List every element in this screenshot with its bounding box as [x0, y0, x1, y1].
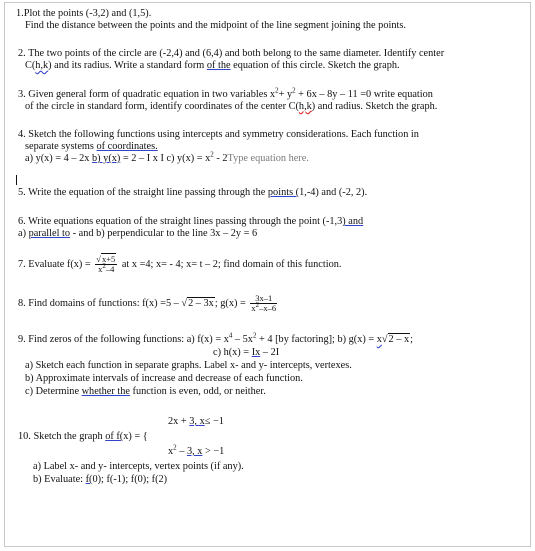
question-9-part-b: b) Approximate intervals of increase and decrease of each function. [25, 373, 303, 384]
question-5-line-1: 5. Write the equation of the straight line passing through the points (1,-4) and (-2, 2). [18, 187, 368, 198]
question-10-line-1: 10. Sketch the graph of f(x) = { [18, 431, 148, 442]
fraction-f: $\frac{√x+5}{x^2-4}$ [96, 254, 116, 274]
question-8-line-1: 8. Find domains of functions: f(x) =5 – √2 – 3x; g(x) = $\frac{3x-1}{x^2-x-6}$ [18, 293, 277, 313]
question-9-part-a: a) Sketch each function in separate graphs. Label x- and y- intercepts, vertexes. [25, 360, 352, 371]
question-10-part-b: b) Evaluate: f(0); f(-1); f(0); f(2) [33, 474, 168, 485]
question-2-line-1: 2. The two points of the circle are (-2,4) and (6,4) and both belong to the same diameter. Identify center [18, 48, 445, 59]
question-4-line-1: 4. Sketch the following functions using intercepts and symmetry considerations. Each function in [18, 129, 419, 140]
question-4-line-2: separate systems of coordinates. [25, 141, 158, 152]
question-9-line-2: c) h(x) = Ix – 2I [213, 347, 280, 358]
text-cursor [16, 175, 17, 185]
fraction-g: $\frac{3x-1}{x^2-x-6}$ [251, 293, 277, 313]
question-4-line-3: a) y(x) = 4 – 2x b) y(x) = 2 – I x I c) $y(x) = x^2$ - 2Type equation here. [25, 150, 309, 164]
question-2-line-2: C(h,k) and its radius. Write a standard form of the equation of this circle. Sketch the graph. [25, 60, 400, 71]
question-1-line-2: Find the distance between the points and the midpoint of the line segment joining the points. [25, 20, 406, 31]
question-10-case-bottom: $x^2 - 3$, x > −1 [168, 443, 225, 457]
question-3-line-1: 3. Given general form of quadratic equation in two variables $x^2+ y^2 + 6x - 8y - 11 =0$ write equation [18, 86, 433, 100]
question-6-line-1: 6. Write equations equation of the straight lines passing through the point (-1,3) and [18, 216, 364, 227]
question-10-case-top: 2x + 3, x≤ −1 [168, 416, 224, 427]
question-9-line-1: 9. Find zeros of the following functions: a) $f(x) = x^4 - 5x^2 + 4$ [by factoring]; b) g(x) = x√2 – x; [18, 331, 414, 345]
question-1-line-1: 1.Plot the points (-3,2) and (1,5). [16, 8, 152, 19]
question-10-part-a: a) Label x- and y- intercepts, vertex points (if any). [33, 461, 244, 472]
question-6-line-2: a) parallel to - and b) perpendicular to the line 3x – 2y = 6 [18, 228, 258, 239]
equation-placeholder[interactable]: Type equation here. [227, 153, 309, 164]
question-9-part-c: c) Determine whether the function is even, odd, or neither. [25, 386, 266, 397]
question-7-line-1: 7. Evaluate f(x) = $\frac{√x+5}{x^2-4}$ at x =4; x= - 4; x= t – 2; find domain of this function. [18, 254, 342, 274]
question-3-line-2: of the circle in standard form, identify coordinates of the center C(h,k) and radius. Sketch the graph. [25, 101, 438, 112]
